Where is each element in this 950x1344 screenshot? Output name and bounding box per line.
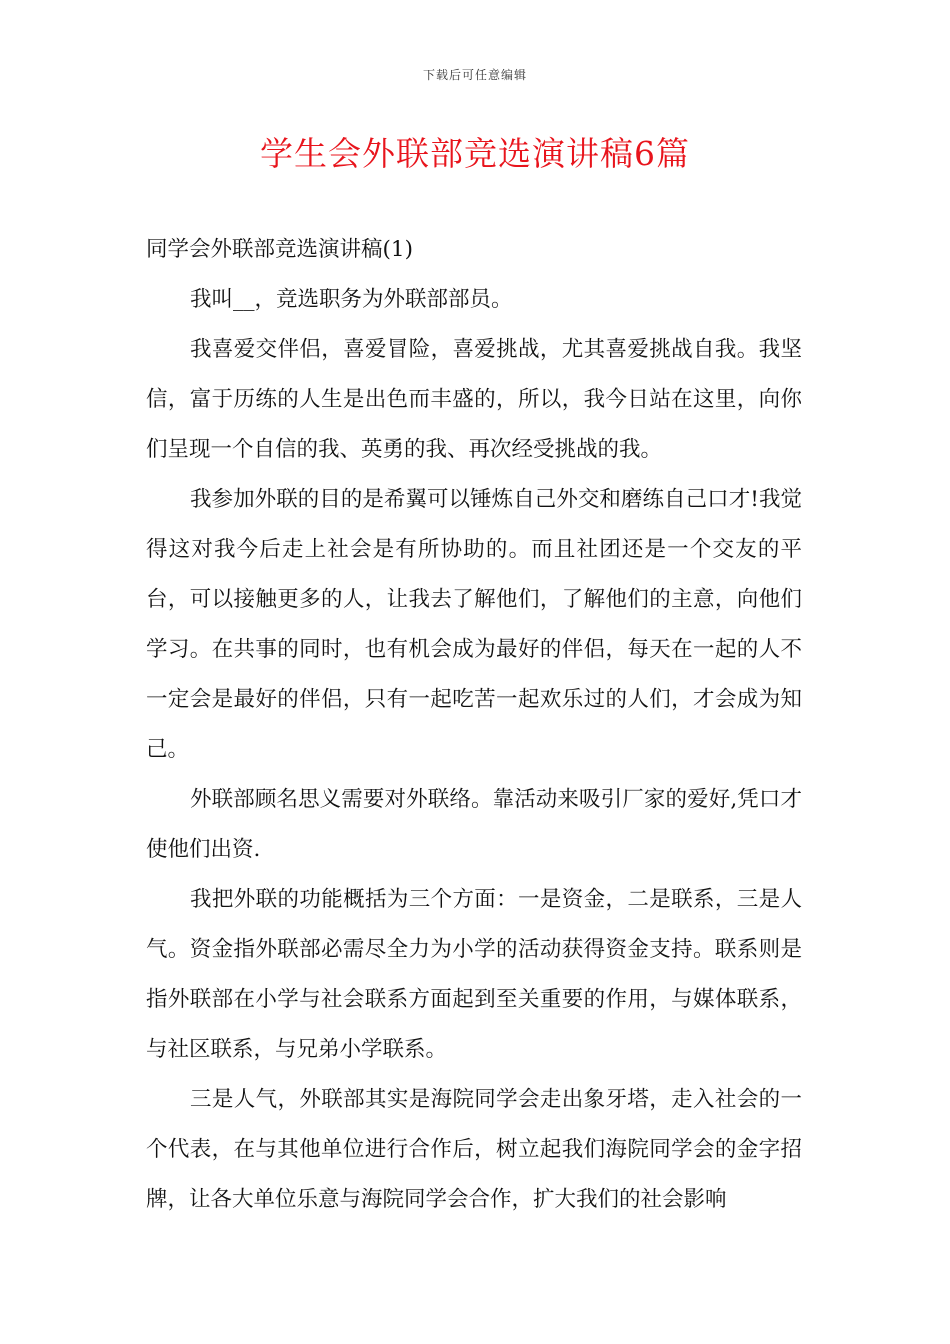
paragraph: 我参加外联的目的是希翼可以锤炼自己外交和磨练自己口才!我觉得这对我今后走上社会是有所协助的。而且社团还是一个交友的平台，可以接触更多的人，让我去了解他们，了解他们的主意，向他们学习。在共事的同时，也有机会成为最好的伴侣，每天在一起的人不一定会是最好的伴侣，只有一起吃苦一起欢乐过的人们，才会成为知己。 <box>146 487 802 762</box>
header-note: 下载后可任意编辑 <box>422 68 527 82</box>
paragraph: 外联部顾名思义需要对外联络。靠活动来吸引厂家的爱好,凭口才使他们出资. <box>146 787 802 862</box>
document-body <box>146 225 802 1225</box>
paragraph: 我把外联的功能概括为三个方面：一是资金，二是联系，三是人气。资金指外联部必需尽全力为小学的活动获得资金支持。联系则是指外联部在小学与社会联系方面起到至关重要的作用，与媒体联系，与社区联系，与兄弟小学联系。 <box>146 887 802 1062</box>
section-heading: 同学会外联部竞选演讲稿(1) <box>146 237 413 262</box>
paragraph: 三是人气，外联部其实是海院同学会走出象牙塔，走入社会的一个代表，在与其他单位进行合作后，树立起我们海院同学会的金字招牌，让各大单位乐意与海院同学会合作，扩大我们的社会影响 <box>146 1087 802 1212</box>
document-title: 学生会外联部竞选演讲稿6篇 <box>260 134 690 173</box>
paragraph: 我喜爱交伴侣，喜爱冒险，喜爱挑战，尤其喜爱挑战自我。我坚信，富于历练的人生是出色而丰盛的，所以，我今日站在这里，向你们呈现一个自信的我、英勇的我、再次经受挑战的我。 <box>146 337 802 462</box>
paragraph: 我叫__，竞选职务为外联部部员。 <box>190 287 513 312</box>
